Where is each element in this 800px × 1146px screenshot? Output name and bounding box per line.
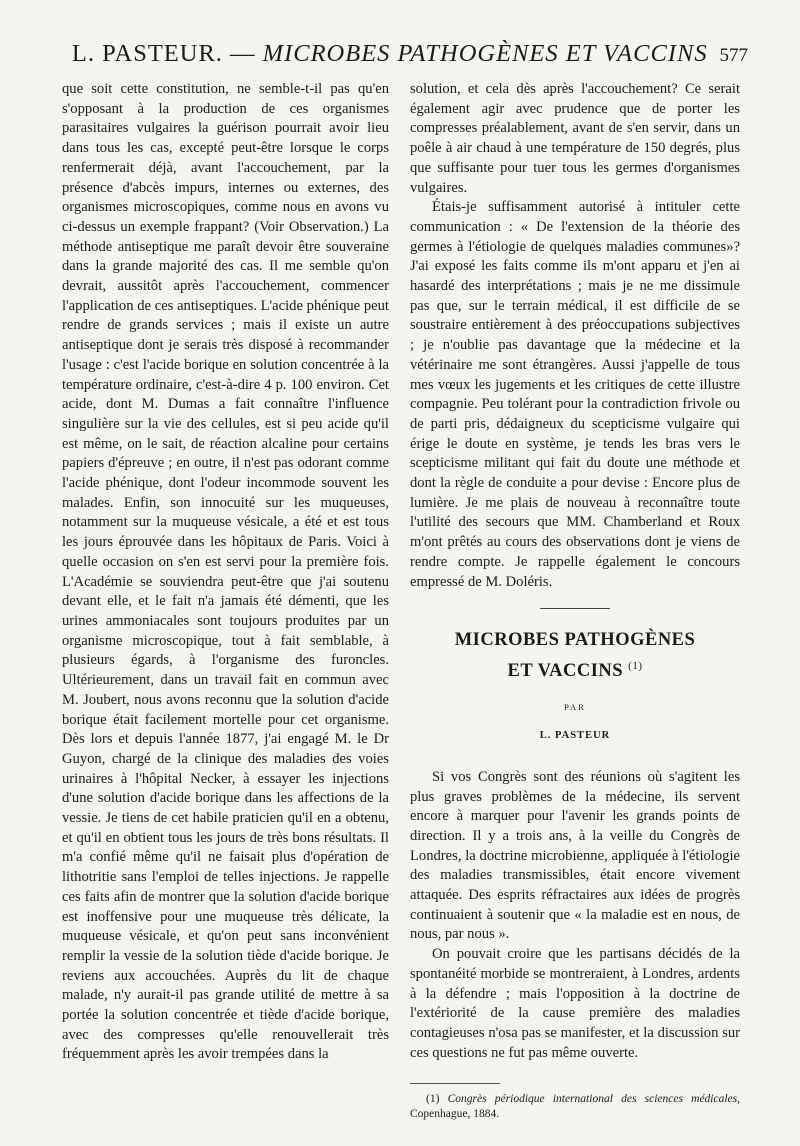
byline-par: PAR (564, 702, 586, 713)
right-paragraph-2: Étais-je suffisamment autorisé à intituler cette communication : « De l'extension de la théorie des germes à l'étiologie de quelques maladies communes»? J'ai exposé les faits comme ils m'ont apparu et j'en ai hasardé des interprétations ; mais je ne me dissimule pas que, sur le terrain médical, il est difficile de se soustraire entièrement à des préoccupations subjectives ; je n'oublie pas davantage que la médecine et la vétérinaire me sont étrangères. Aussi j'appelle de tous mes vœux les jugements et les critiques de cette illustre compagnie. Peu tolérant pour la contradiction frivole ou de parti pris, dédaigneux du scepticisme vulgaire qui érige le doute en système, je tends les bras vers le scepticisme militant qui fait du doute une méthode et dont la règle de conduite a pour devise : Encore plus de lumière. Je me plais de nouveau à reconnaître toute l'utilité des secours que MM. Chamberland et Roux m'ont prêtés au cours des observations dont je viens de rendre compte. Je rappelle également le concours empressé de M. Doléris. (410, 199, 740, 590)
left-paragraph: que soit cette constitution, ne semble-t-il pas qu'en s'opposant à la production de ces organismes parasitaires vulgaires la guérison pourrait avoir lieu dans tous les cas, excepté peut-être lorsque le corps renfermerait déjà, avant l'accouchement, par la présence d'abcès impurs, internes ou externes, des organismes microscopiques, comme nous en avons vu ci-dessus un exemple frappant? (Voir Observation.) La méthode antiseptique me paraît devoir être souveraine dans la grande majorité des cas. Il me semble qu'on devrait, aussitôt après l'accouchement, commencer l'application de ces antiseptiques. L'acide phénique peut rendre de grands services ; mais il existe un autre antiseptique dont je serais très disposé à recommander l'usage : c'est l'acide borique en solution concentrée à la température ordinaire, c'est-à-dire 4 p. 100 environ. Cet acide, dont M. Dumas a fait connaître l'influence singulière sur la vie des cellules, est si peu acide qu'il est même, on le sait, de réaction alcaline pour certains papiers d'épreuve ; en outre, il n'est pas odorant comme l'acide phénique, dont l'odeur incommode souvent les malades. Enfin, son innocuité sur les muqueuses, notamment sur la muqueuse vésicale, a été et est tous les jours éprouvée dans les hôpitaux de Paris. Voici à quelle occasion on s'en est servi pour la première fois. L'Académie se souviendra peut-être que j'ai soutenu devant elle, et le fait n'a jamais été démenti, que les urines ammoniacales sont toujours produites par un organisme microscopique, tout à fait semblable, à plusieurs égards, à l'organisme des furoncles. Ultérieurement, dans un travail fait en commun avec M. Joubert, nous avons reconnu que la solution d'acide borique était facilement mortelle pour cet organisme. Dès lors et depuis l'année 1877, j'ai engagé M. le Dr Guyon, chargé de la clinique des maladies des voies urinaires à l'hôpital Necker, à essayer les injections d'une solution d'acide borique dans les affections de la vessie. Je tiens de cet habile praticien qu'il en a obtenu, et qu'il en obtient tous les jours de très bons résultats. Il m'a confié même qu'il ne faisait plus d'opération de lithotritie sans l'emploi de telles injections. Je rappelle ces faits afin de montrer que la solution d'acide borique est inoffensive pour une muqueuse très délicate, la muqueuse vésicale, et qu'on peut sans inconvénient remplir la vessie de la solution tiède d'acide borique. Je reviens aux accouchées. Auprès du lit de chaque malade, n'y aurait-il pas grande utilité de mettre à sa portée la solution concentrée et tiède d'acide borique, avec des compresses qu'elle renouvellerait très fréquemment après les avoir trempées dans la (62, 81, 389, 1063)
page-number: 577 (719, 45, 748, 66)
article-title (410, 627, 740, 684)
footnote (410, 1092, 740, 1122)
footnote-place: Copenhague, 1884. (410, 1108, 500, 1121)
running-article-title: MICROBES PATHOGÈNES ET VACCINS (262, 40, 708, 67)
right-paragraph-1: solution, et cela dès après l'accouchement? Ce serait également agir avec prudence que de porter les compresses préalablement, avant de s'en servir, dans un poêle à air chaud à une température de 150 degrés, plus que suffisante pour tuer tous les germes d'organismes vulgaires. (410, 81, 740, 196)
running-header (60, 40, 748, 80)
article-title-line-1: MICROBES PATHOGÈNES (454, 630, 696, 651)
footnote-rule (410, 1083, 500, 1084)
left-column (62, 80, 389, 1065)
article-author: L. PASTEUR (539, 730, 611, 742)
article-paragraph-2: On pouvait croire que les partisans décidés de la spontanéité morbide se montreraient, à Londres, ardents à la défendre ; mais l'opposition à la doctrine de l'extériorité de la cause première des maladies contagieuses n'osa pas se manifester, et la discussion sur ces questions ne fut pas même ouverte. (410, 946, 740, 1061)
section-divider (540, 608, 610, 609)
footnote-reference: (1) (628, 660, 643, 673)
running-title (60, 40, 720, 68)
footnote-title: Congrès périodique international des sciences médicales, (447, 1093, 740, 1106)
footnote-marker: (1) (426, 1093, 440, 1106)
right-column (410, 80, 740, 1122)
article-title-line-2: ET VACCINS (507, 661, 624, 682)
running-author: L. PASTEUR. — (71, 40, 256, 67)
article-paragraph-1: Si vos Congrès sont des réunions où s'agitent les plus graves problèmes de la médecine, ils servent encore à marquer pour l'avenir les grands points de direction. Il y a trois ans, à la veille du Congrès de Londres, la doctrine microbienne, appliquée à l'étiologie des maladies transmissibles, était encore vivement attaquée. Des esprits réfractaires aux idées de progrès continuaient à soutenir que « la maladie est en nous, de nous, par nous ». (410, 768, 740, 943)
